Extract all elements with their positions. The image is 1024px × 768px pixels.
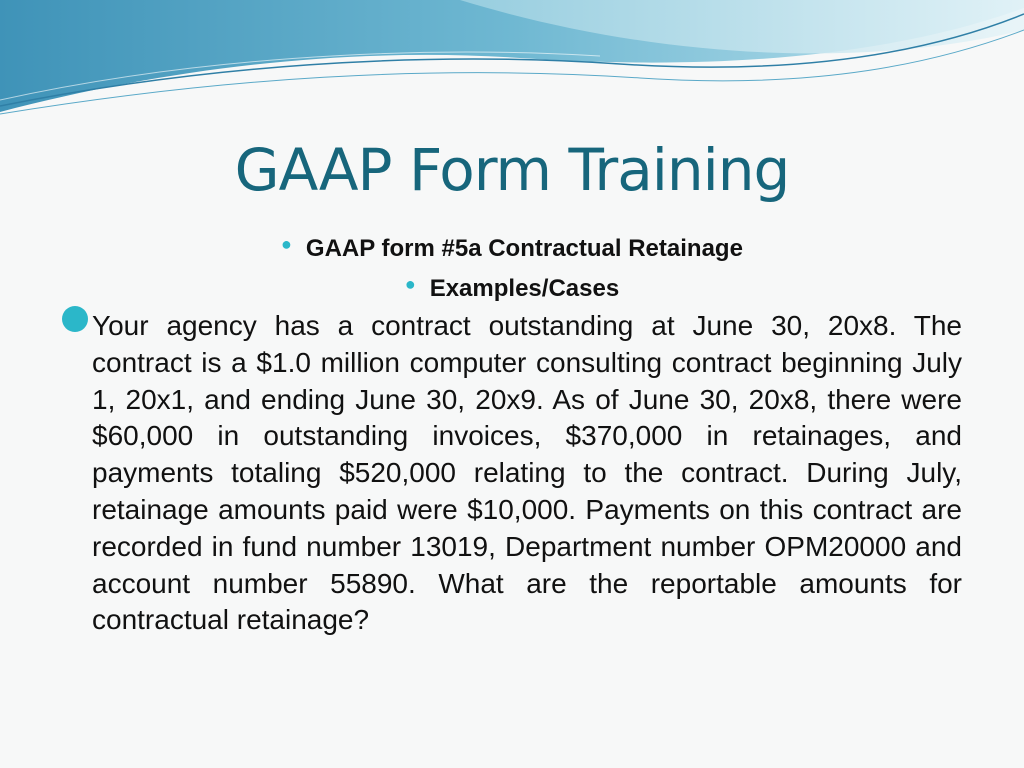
body-paragraph: Your agency has a contract outstanding at June 30, 20x8. The contract is a $1.0 million computer consulting contract beginning July 1, 20x1, and ending June 30, 20x9. As of June 30, 20x8, there were $60,000 in outstanding invoices, $370,000 in retainages, and payments totaling $520,000 relating to the contract. During July, retainage amounts paid were $10,000. Payments on this contract are recorded in fund number 13019, Department number OPM20000 and account number 55890. What are the reportable amounts for contractual retainage? xyxy=(92,310,962,636)
subtitle-item-1-text: GAAP form #5a Contractual Retainage xyxy=(305,235,743,262)
slide-title: GAAP Form Training xyxy=(234,136,790,204)
subtitle-item-2-text: Examples/Cases xyxy=(429,275,620,302)
bullet-icon: ● xyxy=(281,234,292,254)
subtitle-item-1 xyxy=(0,228,1024,265)
body-bullet-icon xyxy=(62,306,88,332)
header-wave-decoration xyxy=(0,0,1024,130)
bullet-icon: ● xyxy=(404,274,416,294)
subtitle-item-2 xyxy=(0,268,1024,305)
